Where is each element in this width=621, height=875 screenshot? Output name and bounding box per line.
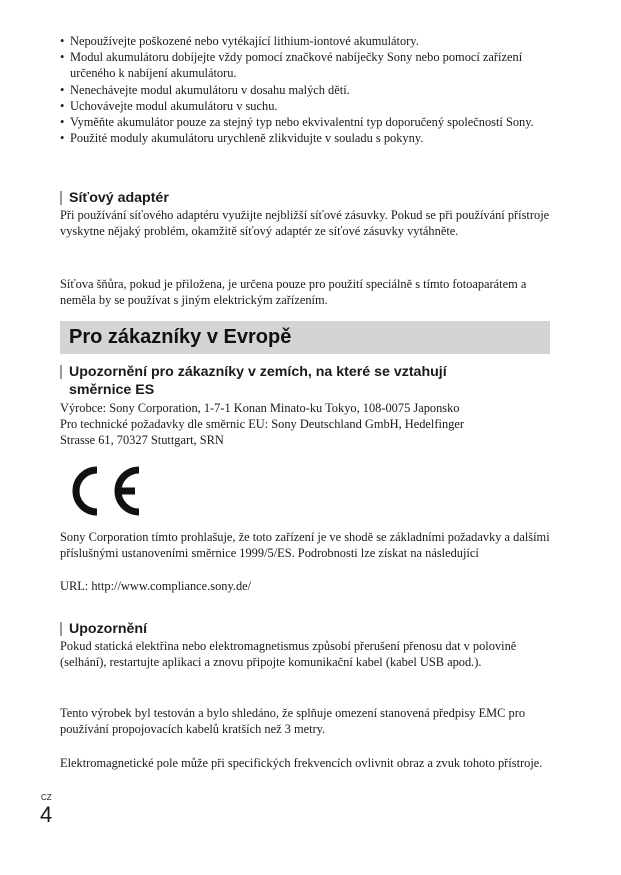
ec-notice-heading-line-2: směrnice ES [69, 382, 155, 398]
ec-notice-heading-line-1: Upozornění pro zákazníky v zemích, na které se vztahují [69, 364, 447, 380]
list-item: • Uchovávejte modul akumulátoru v suchu. [60, 98, 560, 114]
list-item: • Použité moduly akumulátoru urychleně zlikvidujte v souladu s pokyny. [60, 130, 560, 146]
declaration-paragraph: Sony Corporation tímto prohlašuje, že toto zařízení je ve shodě se základními požadavky a dalšími příslušnými ustanoveními směrnice 1999/5/ES. Podrobnosti lze získat na následující [60, 530, 550, 561]
list-item: • Modul akumulátoru dobíjejte vždy pomocí značkové nabíječky Sony nebo pomocí zařízení určeného k nabíjení akumulátoru. [60, 49, 560, 81]
heading-bar [60, 365, 62, 379]
ac-adapter-heading-text: Síťový adaptér [69, 190, 169, 206]
heading-bar [60, 191, 62, 205]
warning-heading-text: Upozornění [69, 621, 148, 637]
heading-bar [60, 622, 62, 636]
ce-mark-logo [63, 464, 143, 518]
compliance-url[interactable]: URL: http://www.compliance.sony.de/ [60, 579, 252, 593]
eu-representative-line-2: Strasse 61, 70327 Stuttgart, SRN [60, 433, 224, 447]
page-language-code: CZ [41, 793, 52, 802]
warning-paragraph-1: Pokud statická elektřina nebo elektromagnetismus způsobí přerušení přenosu dat v polovině (selhání), restartujte aplikaci a znovu připojte komunikační kabel (kabel USB apod.). [60, 639, 517, 670]
warning-heading [60, 620, 147, 638]
manufacturer-line: Výrobce: Sony Corporation, 1-7-1 Konan Minato-ku Tokyo, 108-0075 Japonsko [60, 401, 460, 415]
eu-representative-line-1: Pro technické požadavky dle směrnic EU: Sony Deutschland GmbH, Hedelfinger [60, 417, 464, 431]
ec-notice-heading [60, 363, 447, 399]
list-item: • Vyměňte akumulátor pouze za stejný typ nebo ekvivalentní typ doporučený společností Sony. [60, 114, 560, 130]
battery-warning-list [60, 33, 560, 146]
page-number: 4 [40, 802, 53, 827]
europe-section-banner: Pro zákazníky v Evropě [60, 321, 550, 354]
list-item: • Nepoužívejte poškozené nebo vytékající lithium-iontové akumulátory. [60, 33, 560, 49]
ac-adapter-paragraph-2: Síťova šňůra, pokud je přiložena, je určena pouze pro použití speciálně s tímto fotoaparátem a neměla by se používat s jiným elektrickým zařízením. [60, 277, 527, 308]
ac-adapter-heading [60, 189, 169, 207]
list-item: • Nenechávejte modul akumulátoru v dosahu malých dětí. [60, 82, 560, 98]
warning-paragraph-2: Tento výrobek byl testován a bylo shledáno, že splňuje omezení stanovená předpisy EMC pro používání propojovacích kabelů kratších než 3 metry. [60, 706, 526, 737]
warning-paragraph-3: Elektromagnetické pole může při specifických frekvencích ovlivnit obraz a zvuk tohoto přístroje. [60, 756, 543, 770]
ac-adapter-paragraph-1: Při používání síťového adaptéru využijte nejbližší síťové zásuvky. Pokud se při používání přístroje vyskytne nějaký problém, okamžitě síťový adaptér ze síťové zásuvky vytáhněte. [60, 208, 550, 239]
